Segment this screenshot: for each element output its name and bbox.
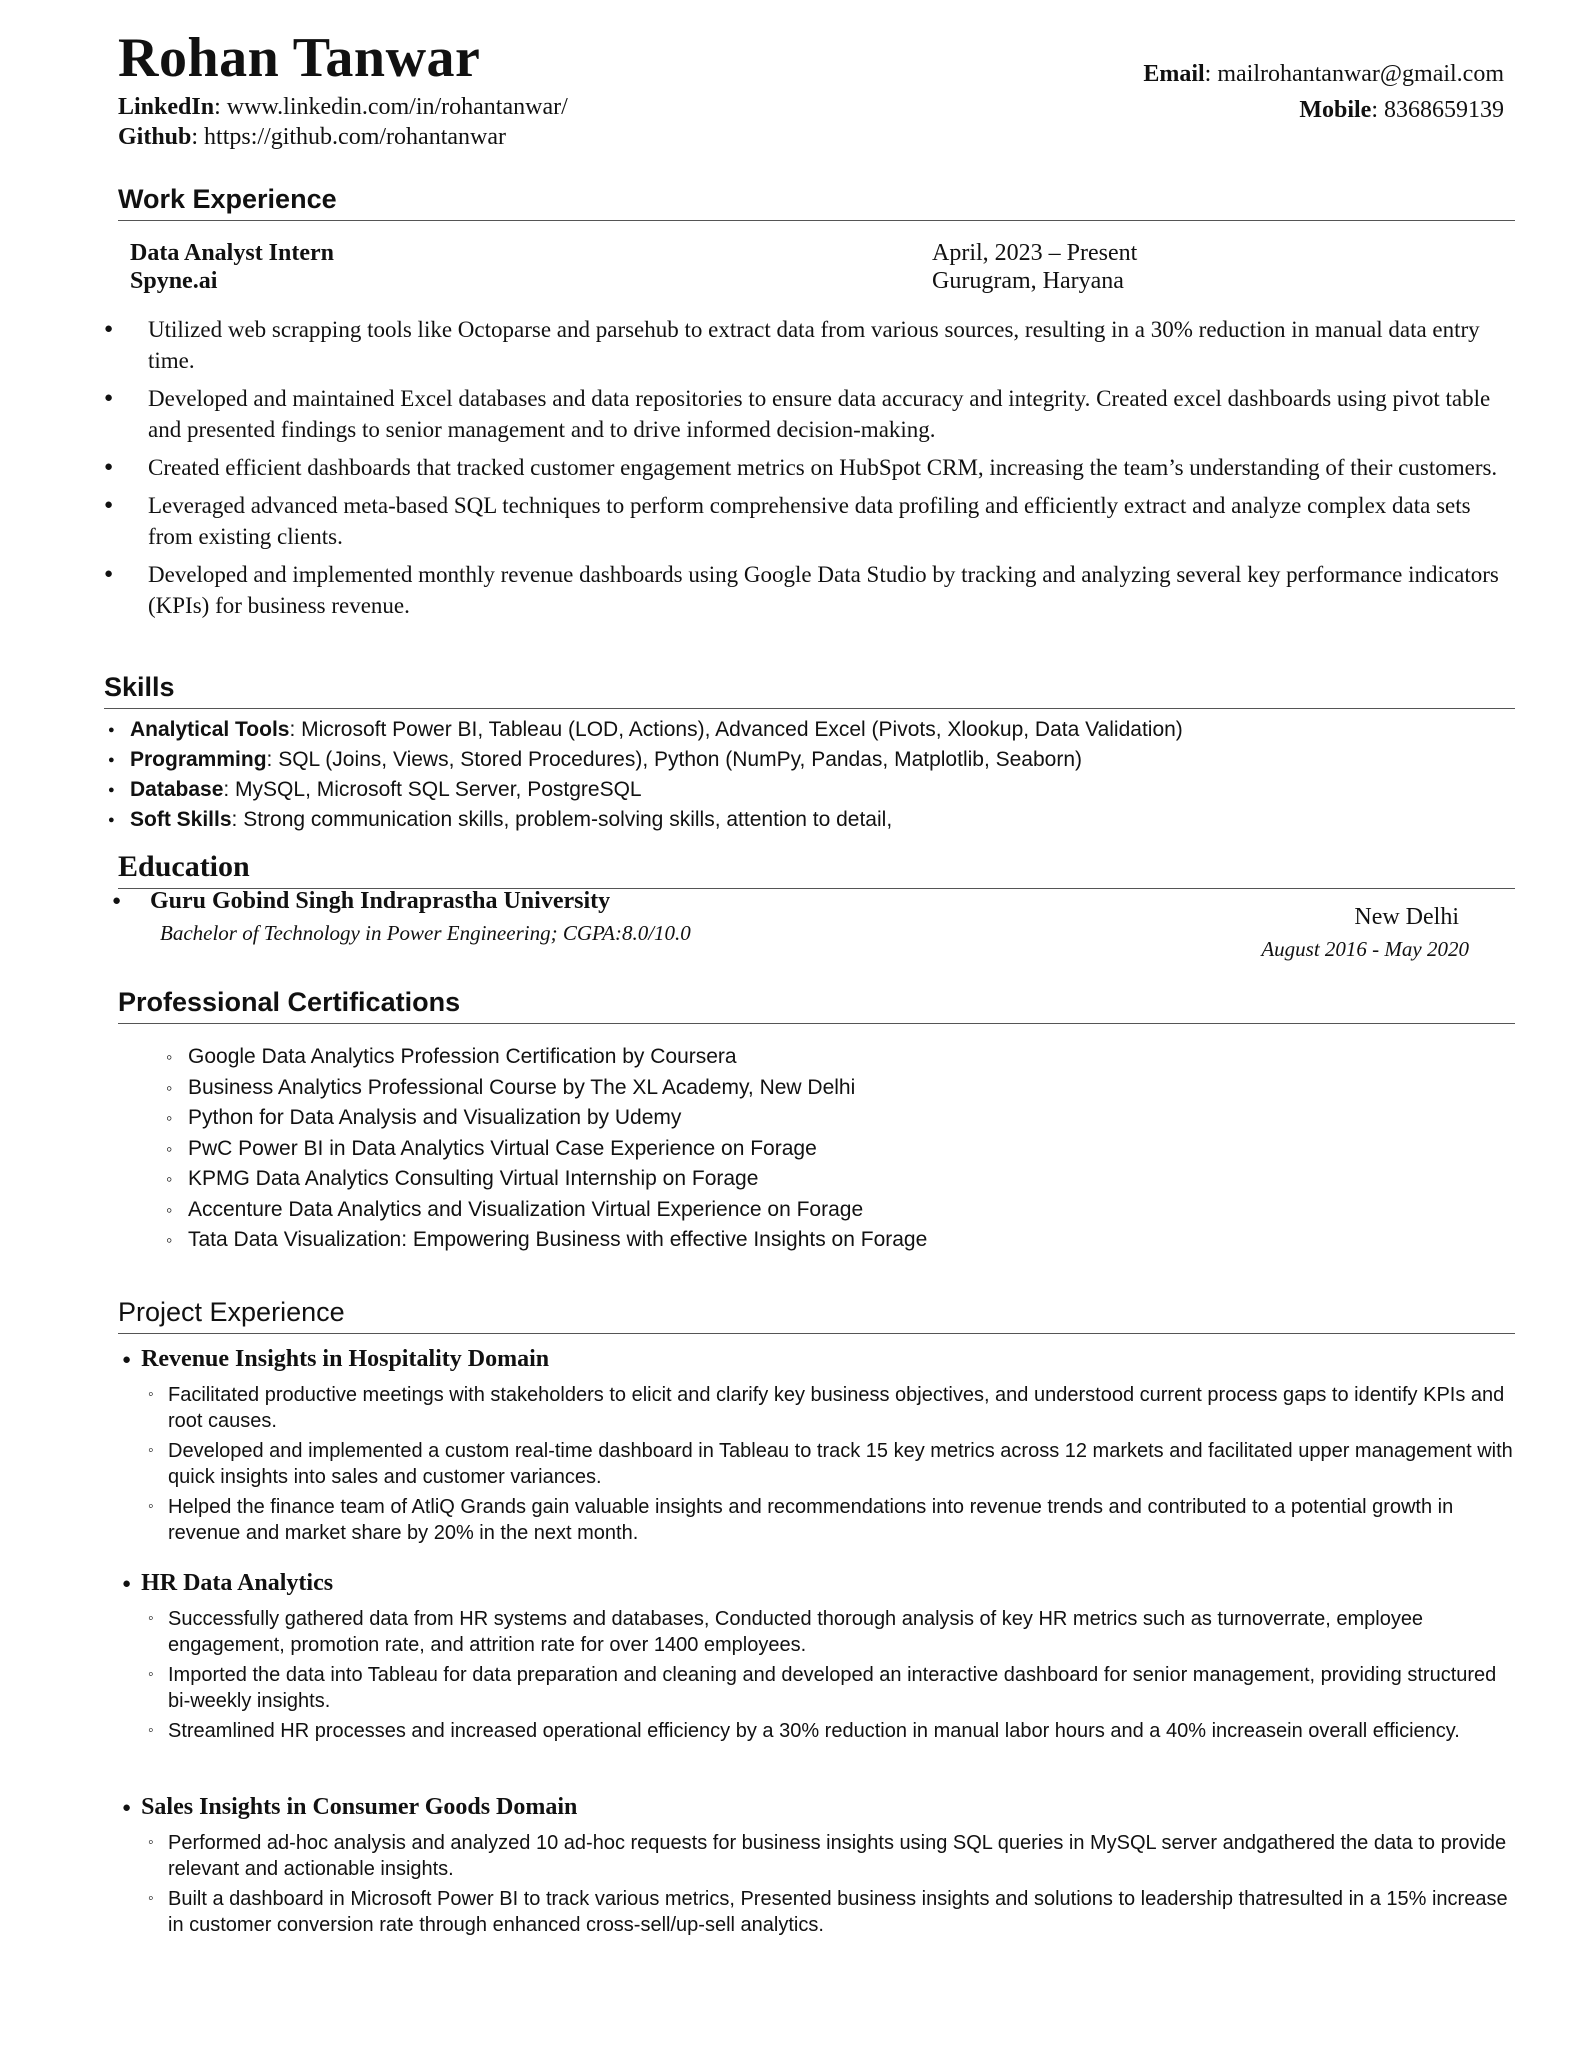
skills-heading: Skills [104, 670, 1515, 709]
project-title-text: HR Data Analytics [141, 1570, 334, 1596]
list-item: ◦ Imported the data into Tableau for data preparation and cleaning and developed an interactive dashboard for senior management, providing structured bi-weekly insights. [148, 1662, 1518, 1714]
degree: Bachelor of Technology in Power Engineering; CGPA:8.0/10.0 [160, 921, 691, 945]
project-title: ● HR Data Analytics [122, 1570, 334, 1596]
linkedin-url[interactable]: : www.linkedin.com/in/rohantanwar/ [214, 94, 568, 120]
certifications-list [166, 1042, 1466, 1256]
company-name: Spyne.ai [130, 268, 218, 294]
skill-value: : MySQL, Microsoft SQL Server, PostgreSQL [223, 778, 642, 801]
school-name: Guru Gobind Singh Indraprastha University [150, 888, 611, 914]
skill-value: : Strong communication skills, problem-solving skills, attention to detail, [231, 808, 893, 831]
mobile-line [1143, 92, 1504, 128]
list-item: ◦ Performed ad-hoc analysis and analyzed 10 ad-hoc requests for business insights using SQL queries in MySQL server andgathered the data to provide relevant and actionable insights. [148, 1830, 1518, 1882]
list-item: ◦ Developed and implemented a custom real-time dashboard in Tableau to track 15 key metrics across 12 markets and facilitated upper management with quick insights into sales and customer variances. [148, 1438, 1518, 1490]
list-item: ● Developed and implemented monthly revenue dashboards using Google Data Studio by tracking and analyzing several key performance indicators (KPIs) for business revenue. [104, 559, 1514, 621]
list-item: ● Created efficient dashboards that tracked customer engagement metrics on HubSpot CRM, increasing the team’s understanding of their customers. [104, 452, 1514, 483]
education-bullet: ● [112, 893, 122, 909]
list-item: ● Utilized web scrapping tools like Octoparse and parsehub to extract data from various sources, resulting in a 30% reduction in manual data entry time. [104, 314, 1514, 376]
project-bullets [148, 1382, 1518, 1550]
mobile-value: : 8368659139 [1371, 97, 1504, 123]
github-line[interactable] [118, 122, 568, 152]
skill-label: Programming [130, 748, 267, 771]
skill-label: Analytical Tools [130, 718, 290, 741]
list-item: ◦ Google Data Analytics Profession Certification by Coursera [166, 1042, 1466, 1073]
project-bullets [148, 1606, 1518, 1748]
email-value[interactable]: : mailrohantanwar@gmail.com [1204, 61, 1504, 87]
project-experience-heading: Project Experience [118, 1295, 1515, 1334]
contact-links [118, 92, 568, 152]
job-location: Gurugram, Haryana [932, 268, 1124, 294]
list-item [106, 745, 1506, 775]
list-item: ◦ Facilitated productive meetings with stakeholders to elicit and clarify key business objectives, and understood current process gaps to identify KPIs and root causes. [148, 1382, 1518, 1434]
skill-value: : SQL (Joins, Views, Stored Procedures), Python (NumPy, Pandas, Matplotlib, Seaborn) [266, 748, 1083, 771]
project-title: ● Sales Insights in Consumer Goods Domain [122, 1794, 578, 1820]
email-label: Email [1143, 61, 1205, 87]
skills-list [106, 715, 1506, 835]
list-item: ◦ KPMG Data Analytics Consulting Virtual Internship on Forage [166, 1164, 1466, 1195]
list-item: ◦ Streamlined HR processes and increased operational efficiency by a 30% reduction in manual labor hours and a 40% increasein overall efficiency. [148, 1718, 1518, 1744]
job-dates: April, 2023 – Present [932, 240, 1138, 266]
list-item: ◦ Successfully gathered data from HR systems and databases, Conducted thorough analysis of key HR metrics such as turnoverrate, employee engagement, promotion rate, and attrition rate for over 1400 employees. [148, 1606, 1518, 1658]
education-location: New Delhi [1354, 904, 1459, 930]
work-experience-heading: Work Experience [118, 182, 1515, 221]
skill-value: : Microsoft Power BI, Tableau (LOD, Actions), Advanced Excel (Pivots, Xlookup, Data Validation) [289, 718, 1183, 741]
certifications-heading: Professional Certifications [118, 985, 1515, 1024]
project-title-text: Sales Insights in Consumer Goods Domain [141, 1794, 578, 1820]
linkedin-label: LinkedIn [118, 94, 215, 120]
list-item: ◦ Business Analytics Professional Course by The XL Academy, New Delhi [166, 1073, 1466, 1104]
candidate-name: Rohan Tanwar [118, 27, 481, 89]
github-label: Github [118, 124, 192, 150]
list-item [106, 775, 1506, 805]
list-item [106, 715, 1506, 745]
list-item: ◦ Tata Data Visualization: Empowering Business with effective Insights on Forage [166, 1225, 1466, 1256]
project-title-text: Revenue Insights in Hospitality Domain [141, 1346, 550, 1372]
github-url[interactable]: : https://github.com/rohantanwar [191, 124, 506, 150]
list-item [106, 805, 1506, 835]
education-heading: Education [118, 850, 1515, 889]
linkedin-line[interactable] [118, 92, 568, 122]
education-dates: August 2016 - May 2020 [1261, 937, 1469, 961]
mobile-label: Mobile [1299, 97, 1372, 123]
contact-info [1143, 56, 1504, 128]
list-item: ● Leveraged advanced meta-based SQL techniques to perform comprehensive data profiling and efficiently extract and analyze complex data sets from existing clients. [104, 490, 1514, 552]
list-item: ◦ PwC Power BI in Data Analytics Virtual Case Experience on Forage [166, 1134, 1466, 1165]
work-bullets [104, 314, 1514, 628]
list-item: ◦ Helped the finance team of AtliQ Grands gain valuable insights and recommendations into revenue trends and contributed to a potential growth in revenue and market share by 20% in the next month. [148, 1494, 1518, 1546]
list-item: ◦ Python for Data Analysis and Visualization by Udemy [166, 1103, 1466, 1134]
email-line[interactable] [1143, 56, 1504, 92]
list-item: ◦ Built a dashboard in Microsoft Power BI to track various metrics, Presented business insights and solutions to leadership thatresulted in a 15% increase in customer conversion rate through enhanced cross-sell/up-sell analytics. [148, 1886, 1518, 1938]
skill-label: Soft Skills [130, 808, 232, 831]
project-bullets [148, 1830, 1518, 1942]
skill-label: Database [130, 778, 224, 801]
job-title: Data Analyst Intern [130, 240, 335, 266]
list-item: ◦ Accenture Data Analytics and Visualization Virtual Experience on Forage [166, 1195, 1466, 1226]
project-title: ● Revenue Insights in Hospitality Domain [122, 1346, 550, 1372]
list-item: ● Developed and maintained Excel databases and data repositories to ensure data accuracy and integrity. Created excel dashboards using pivot table and presented findings to senior management and to drive informed decision-making. [104, 383, 1514, 445]
